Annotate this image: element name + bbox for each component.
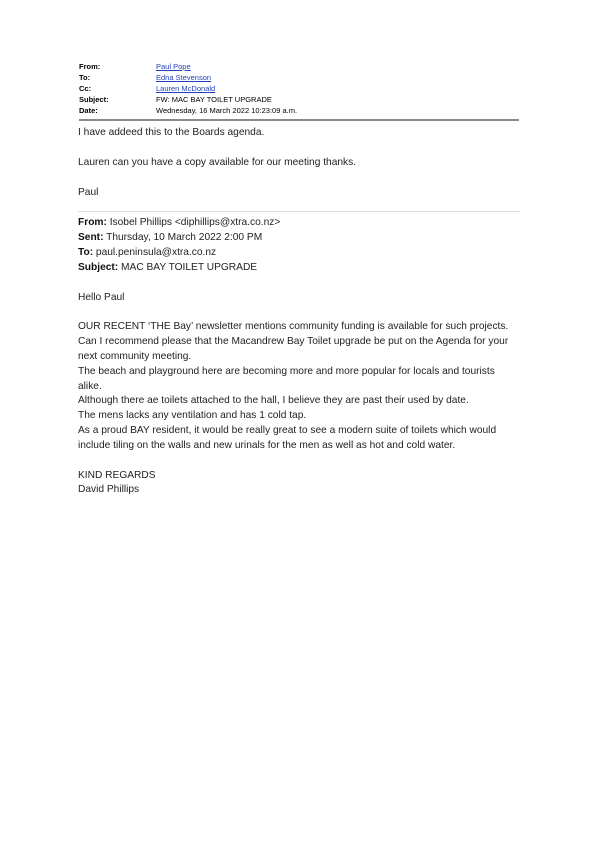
forwarded-to bbox=[78, 246, 520, 261]
forward-divider bbox=[78, 211, 520, 212]
message-greeting: Hello Paul bbox=[78, 291, 125, 303]
message-paragraph-2: Can I recommend please that the Macandrew Bay Toilet upgrade be put on the Agenda for your next community meeting. bbox=[78, 336, 509, 362]
date-value: Wednesday, 16 March 2022 10:23:09 a.m. bbox=[156, 106, 298, 115]
message-paragraph-6: As a proud BAY resident, it would be really great to see a modern suite of toilets which would include tiling on the walls and new urinals for the men as well as hot and cold water. bbox=[78, 424, 497, 451]
forwarded-sent-label: Sent: bbox=[78, 232, 104, 244]
message-paragraph-3: The beach and playground here are becoming more and more popular for locals and tourists alike. bbox=[78, 365, 495, 392]
forwarded-subject-value: MAC BAY TOILET UPGRADE bbox=[118, 261, 258, 273]
email-body bbox=[78, 126, 520, 498]
forwarded-sent bbox=[78, 231, 520, 246]
forwarded-subject-label: Subject: bbox=[78, 261, 119, 273]
forwarded-from-label: From: bbox=[78, 217, 107, 229]
message-closing: KIND REGARDS bbox=[78, 469, 156, 481]
from-label: From: bbox=[79, 62, 101, 71]
forwarded-to-label: To: bbox=[78, 246, 94, 258]
subject-label: Subject: bbox=[79, 95, 109, 104]
header-date-row bbox=[79, 105, 519, 116]
forwarded-to-value: paul.peninsula@xtra.co.nz bbox=[93, 246, 217, 258]
header-to-row bbox=[79, 72, 519, 83]
message-sender: David Phillips bbox=[78, 484, 140, 496]
to-link[interactable]: Edna Stevenson bbox=[156, 73, 212, 82]
message-paragraph-1: OUR RECENT ‘THE Bay’ newsletter mentions community funding is available for such projects. bbox=[78, 321, 509, 333]
reply-signature: Paul bbox=[78, 186, 99, 198]
forwarded-sent-value: Thursday, 10 March 2022 2:00 PM bbox=[103, 232, 263, 244]
cc-link[interactable]: Lauren McDonald bbox=[156, 84, 216, 93]
message-paragraph-4: Although there ae toilets attached to the hall, I believe they are past their used by date. bbox=[78, 395, 469, 407]
header-divider bbox=[79, 119, 519, 121]
header-from-row bbox=[79, 61, 519, 72]
message-paragraph-5: The mens lacks any ventilation and has 1 cold tap. bbox=[78, 410, 307, 422]
cc-label: Cc: bbox=[79, 84, 92, 93]
reply-line-2: Lauren can you have a copy available for our meeting thanks. bbox=[78, 156, 357, 168]
email-header bbox=[79, 61, 519, 116]
forwarded-subject bbox=[78, 261, 520, 276]
date-label: Date: bbox=[79, 106, 98, 115]
subject-value: FW: MAC BAY TOILET UPGRADE bbox=[156, 95, 272, 104]
reply-line-1: I have addeed this to the Boards agenda. bbox=[78, 127, 265, 138]
forwarded-from-value: Isobel Phillips <diphillips@xtra.co.nz> bbox=[106, 217, 281, 229]
header-subject-row bbox=[79, 94, 519, 105]
header-cc-row bbox=[79, 83, 519, 94]
forwarded-from bbox=[78, 216, 520, 231]
to-label: To: bbox=[79, 73, 91, 82]
from-link[interactable]: Paul Pope bbox=[156, 62, 191, 71]
